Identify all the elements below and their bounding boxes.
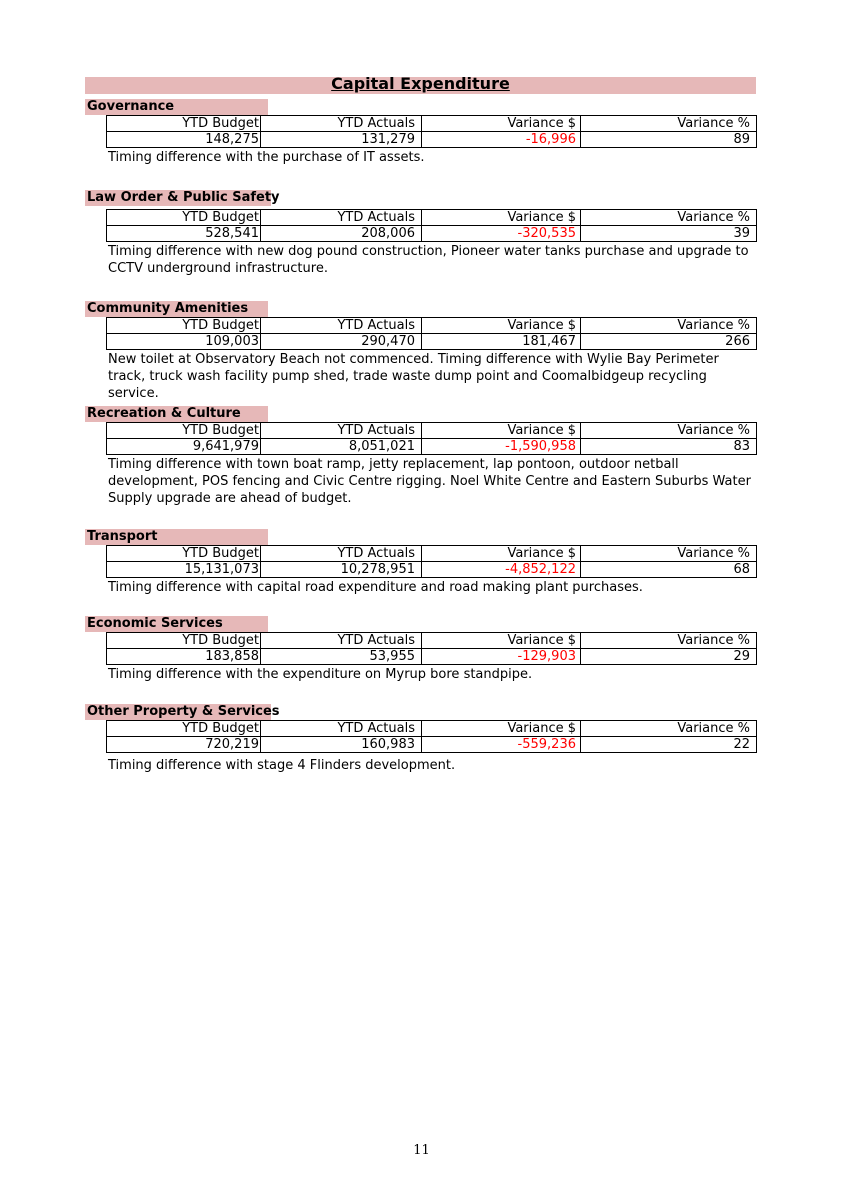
cell-variance: -559,236 — [422, 737, 581, 753]
header-variance-pct: Variance % — [581, 423, 757, 439]
table-header-row — [107, 423, 757, 439]
section-heading: Other Property & Services — [87, 704, 280, 719]
variance-table — [106, 209, 757, 242]
cell-variance-pct: 89 — [581, 132, 757, 148]
cell-variance-pct: 22 — [581, 737, 757, 753]
header-variance-pct: Variance % — [581, 318, 757, 334]
cell-variance: -4,852,122 — [422, 562, 581, 578]
cell-variance-pct: 83 — [581, 439, 757, 455]
section-heading: Community Amenities — [85, 301, 268, 317]
variance-table — [106, 317, 757, 350]
table-header-row — [107, 210, 757, 226]
section-note: Timing difference with the expenditure on Myrup bore standpipe. — [108, 667, 533, 682]
cell-actuals: 10,278,951 — [261, 562, 422, 578]
page-number: 11 — [413, 1143, 430, 1158]
cell-variance: -1,590,958 — [422, 439, 581, 455]
header-budget: YTD Budget — [107, 633, 261, 649]
section-governance — [85, 95, 757, 166]
table-header-row — [107, 318, 757, 334]
table-row — [107, 737, 757, 753]
header-variance: Variance $ — [422, 721, 581, 737]
header-actuals: YTD Actuals — [261, 633, 422, 649]
header-variance: Variance $ — [422, 318, 581, 334]
cell-actuals: 53,955 — [261, 649, 422, 665]
table-row — [107, 226, 757, 242]
section-heading: Governance — [85, 99, 268, 115]
table-row — [107, 649, 757, 665]
cell-budget: 720,219 — [107, 737, 261, 753]
header-variance: Variance $ — [422, 210, 581, 226]
variance-table — [106, 720, 757, 753]
section-note: Timing difference with new dog pound construction, Pioneer water tanks purchase and upgrade to CCTV underground infrastructure. — [108, 244, 749, 276]
section-note: Timing difference with town boat ramp, jetty replacement, lap pontoon, outdoor netball development, POS fencing and Civic Centre rigging. Noel White Centre and Eastern Suburbs Water Supply upgrade are ahead of budget. — [108, 457, 751, 506]
cell-variance-pct: 39 — [581, 226, 757, 242]
header-variance: Variance $ — [422, 633, 581, 649]
cell-actuals: 290,470 — [261, 334, 422, 350]
cell-actuals: 160,983 — [261, 737, 422, 753]
cell-actuals: 8,051,021 — [261, 439, 422, 455]
section-economic-services — [85, 612, 757, 683]
header-budget: YTD Budget — [107, 721, 261, 737]
cell-variance: -16,996 — [422, 132, 581, 148]
page-title: Capital Expenditure — [331, 74, 510, 93]
section-heading: Economic Services — [85, 616, 268, 632]
header-variance-pct: Variance % — [581, 116, 757, 132]
cell-variance: 181,467 — [422, 334, 581, 350]
variance-table — [106, 422, 757, 455]
section-recreation-culture — [85, 402, 757, 507]
cell-budget: 183,858 — [107, 649, 261, 665]
header-actuals: YTD Actuals — [261, 721, 422, 737]
table-header-row — [107, 721, 757, 737]
header-actuals: YTD Actuals — [261, 318, 422, 334]
table-row — [107, 439, 757, 455]
section-law-order — [85, 186, 757, 277]
table-header-row — [107, 116, 757, 132]
header-variance-pct: Variance % — [581, 721, 757, 737]
section-heading: Law Order & Public Safety — [87, 190, 280, 205]
header-variance-pct: Variance % — [581, 546, 757, 562]
cell-variance-pct: 266 — [581, 334, 757, 350]
table-header-row — [107, 633, 757, 649]
variance-table — [106, 632, 757, 665]
cell-variance: -129,903 — [422, 649, 581, 665]
section-note: Timing difference with stage 4 Flinders development. — [108, 758, 456, 773]
cell-variance: -320,535 — [422, 226, 581, 242]
header-actuals: YTD Actuals — [261, 116, 422, 132]
section-note: New toilet at Observatory Beach not commenced. Timing difference with Wylie Bay Perimeter track, truck wash facility pump shed, trade waste dump point and Coomalbidgeup recycling service. — [108, 352, 719, 401]
variance-table — [106, 545, 757, 578]
header-variance: Variance $ — [422, 116, 581, 132]
header-budget: YTD Budget — [107, 116, 261, 132]
table-header-row — [107, 546, 757, 562]
section-heading: Recreation & Culture — [85, 406, 268, 422]
cell-budget: 9,641,979 — [107, 439, 261, 455]
header-budget: YTD Budget — [107, 423, 261, 439]
cell-actuals: 208,006 — [261, 226, 422, 242]
section-community-amenities — [85, 297, 757, 402]
header-actuals: YTD Actuals — [261, 546, 422, 562]
header-budget: YTD Budget — [107, 546, 261, 562]
table-row — [107, 334, 757, 350]
section-note: Timing difference with the purchase of IT assets. — [108, 150, 425, 165]
table-row — [107, 562, 757, 578]
section-other-property — [85, 700, 757, 774]
header-variance-pct: Variance % — [581, 210, 757, 226]
variance-table — [106, 115, 757, 148]
cell-budget: 109,003 — [107, 334, 261, 350]
header-budget: YTD Budget — [107, 210, 261, 226]
section-heading: Transport — [85, 529, 268, 545]
section-transport — [85, 525, 757, 596]
cell-budget: 528,541 — [107, 226, 261, 242]
header-budget: YTD Budget — [107, 318, 261, 334]
cell-variance-pct: 29 — [581, 649, 757, 665]
header-actuals: YTD Actuals — [261, 210, 422, 226]
cell-variance-pct: 68 — [581, 562, 757, 578]
header-variance: Variance $ — [422, 546, 581, 562]
header-variance: Variance $ — [422, 423, 581, 439]
section-note: Timing difference with capital road expenditure and road making plant purchases. — [108, 580, 643, 595]
table-row — [107, 132, 757, 148]
header-actuals: YTD Actuals — [261, 423, 422, 439]
cell-actuals: 131,279 — [261, 132, 422, 148]
cell-budget: 148,275 — [107, 132, 261, 148]
cell-budget: 15,131,073 — [107, 562, 261, 578]
header-variance-pct: Variance % — [581, 633, 757, 649]
